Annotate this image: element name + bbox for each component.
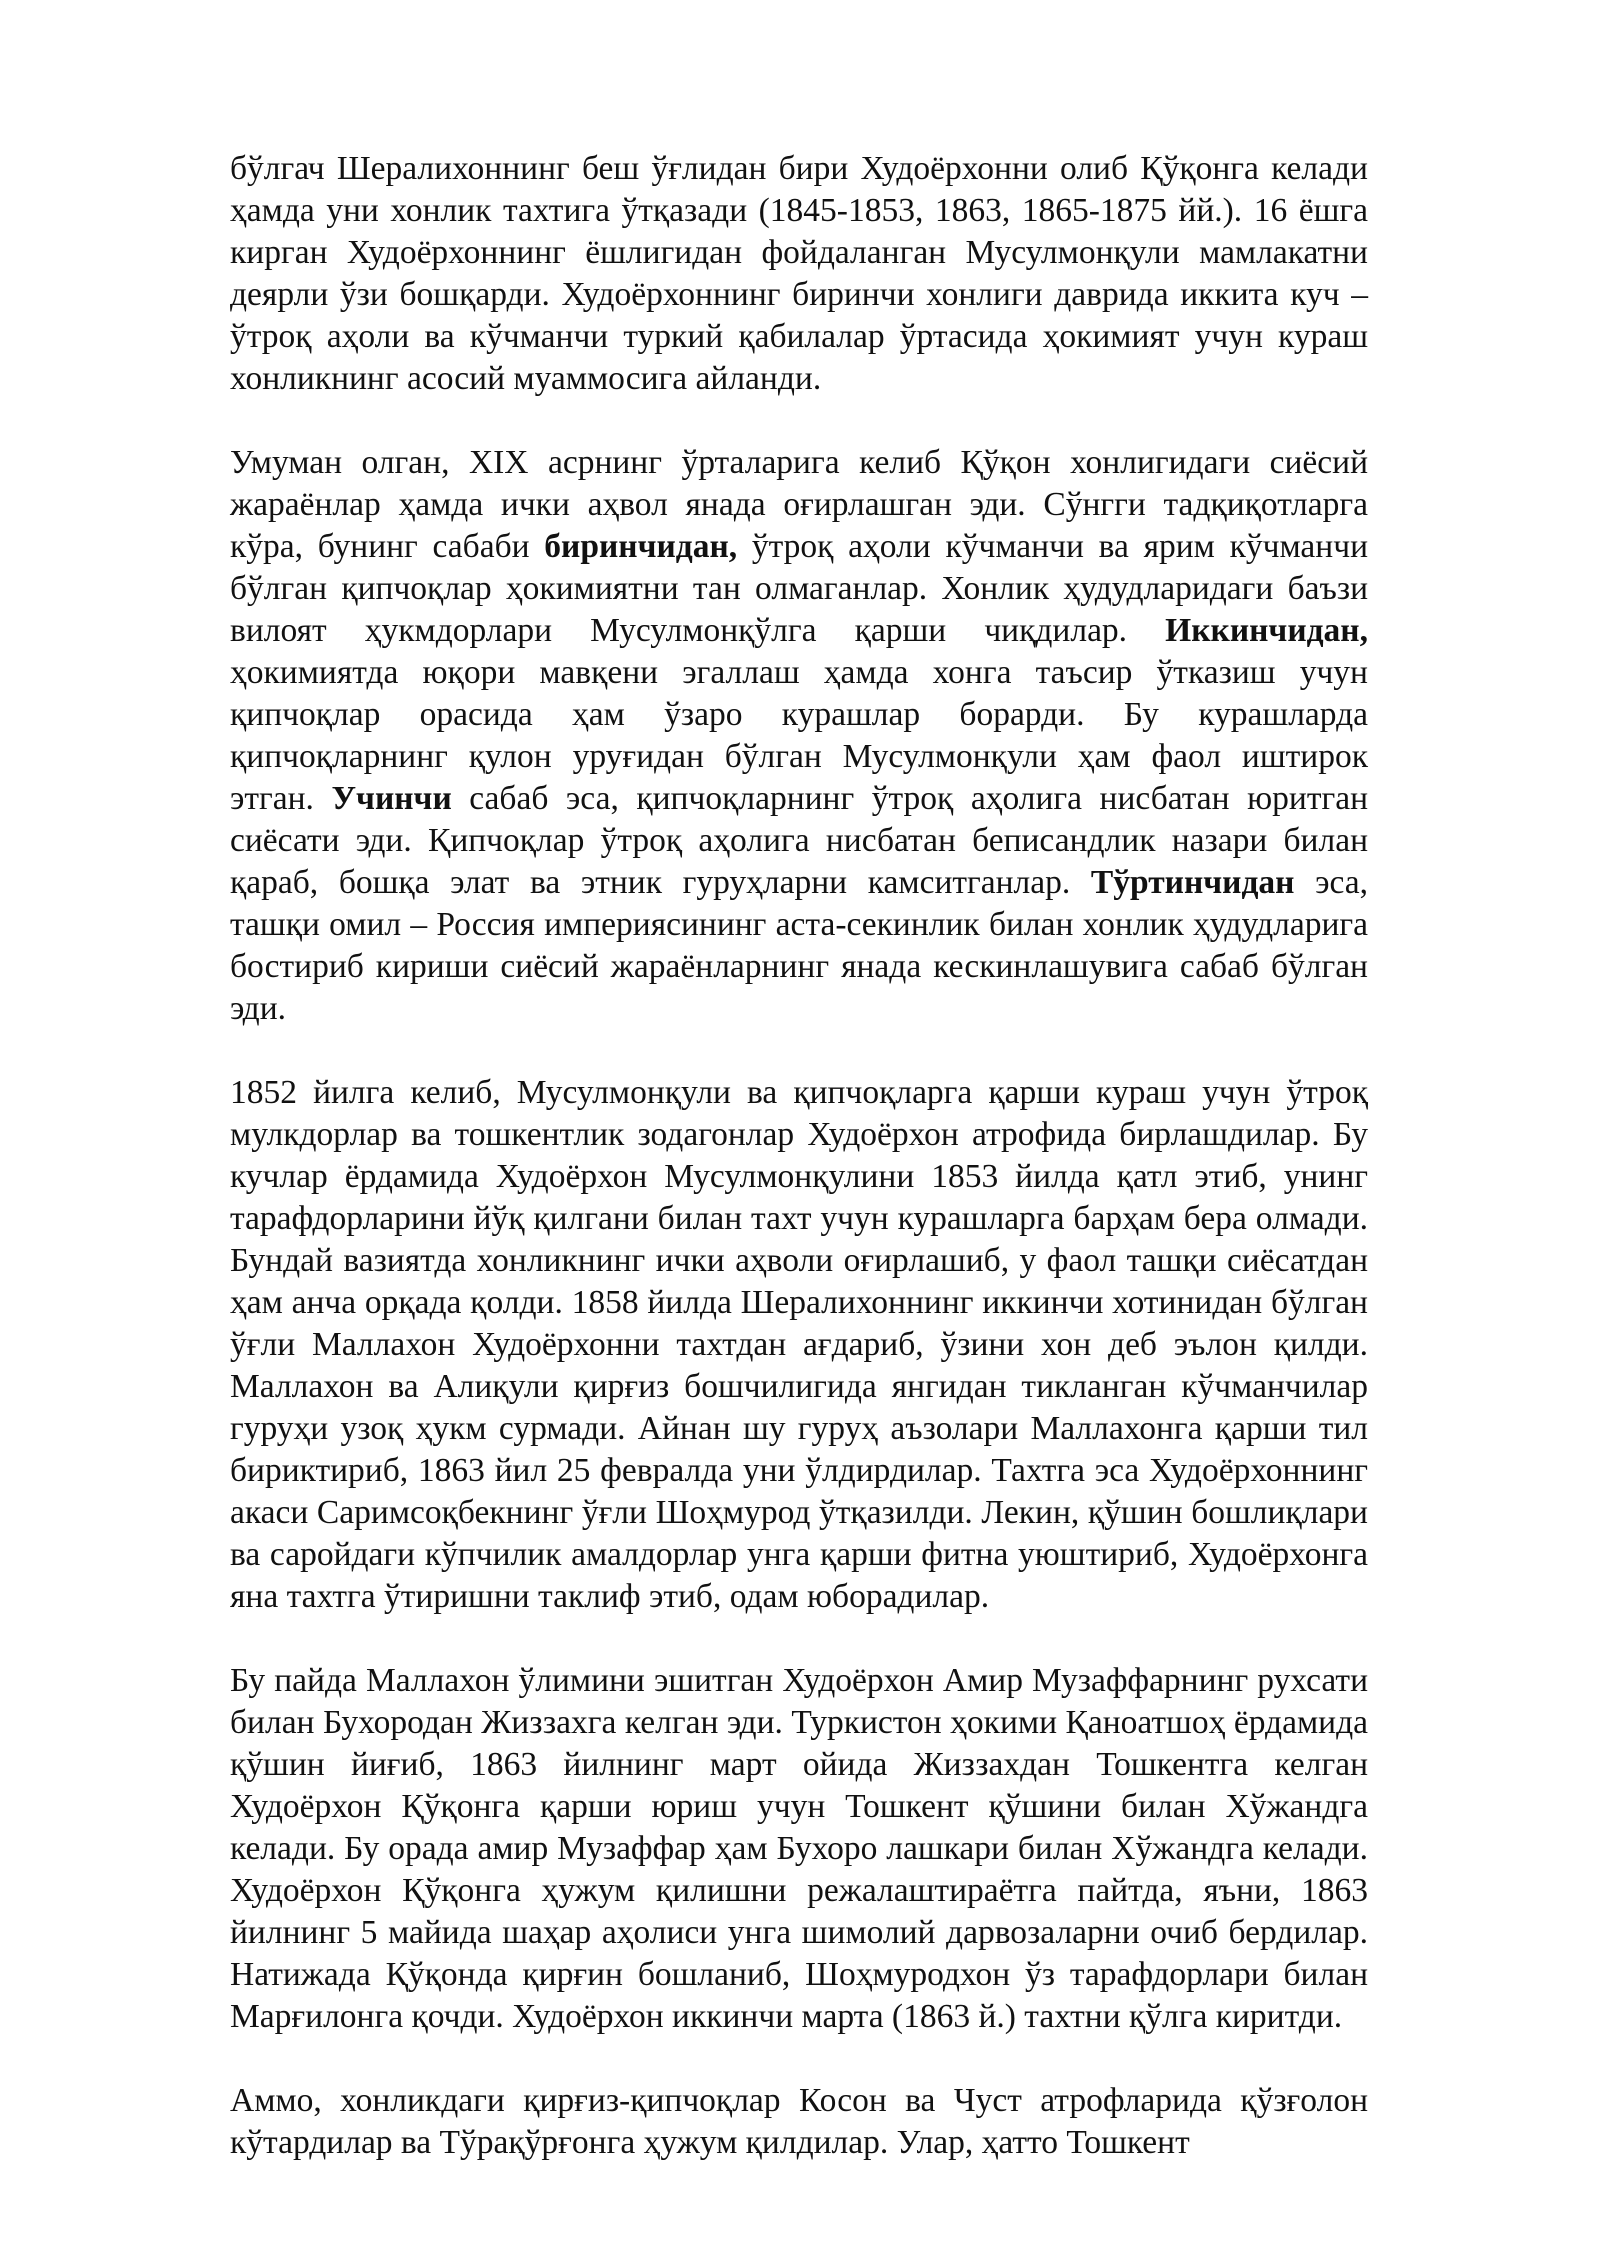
paragraph-3 (230, 1072, 1368, 1618)
paragraph-5 (230, 2080, 1368, 2164)
paragraph-2-text: ҳокимиятда юқори мавқени эгаллаш ҳамда хонга таъсир ўтказиш учун қипчоқлар орасида ҳам ўзаро курашлар борарди. Бу курашларда қипчоқларнинг қулон уруғидан бўлган Мусулмонқули ҳам фаол иштирок этган. (230, 654, 1368, 817)
paragraph-4-text: Бу пайда Маллахон ўлимини эшитган Худоёрхон Амир Музаффарнинг рухсати билан Бухородан Жиззахга келган эди. Туркистон ҳокими Қаноатшоҳ ёрдамида қўшин йиғиб, 1863 йилнинг март ойида Жиззахдан Тошкентга келган Худоёрхон Қўқонга қарши юриш учун Тошкент қўшини билан Хўжандга келади. Бу орада амир Музаффар ҳам Бухоро лашкари билан Хўжандга келади. Худоёрхон Қўқонга ҳужум қилишни режалаштираётга пайтда, яъни, 1863 йилнинг 5 майида шаҳар аҳолиси унга шимолий дарвозаларни очиб бердилар. Натижада Қўқонда қирғин бошланиб, Шоҳмуродхон ўз тарафдорлари билан Марғилонга қочди. Худоёрхон иккинчи марта (1863 й.) тахтни қўлга киритди. (230, 1662, 1368, 2035)
paragraph-2 (230, 442, 1368, 1030)
paragraph-1-text: бўлгач Шералихоннинг беш ўғлидан бири Худоёрхонни олиб Қўқонга келади ҳамда уни хонлик тахтига ўтқазади (1845-1853, 1863, 1865-1875 йй.). 16 ёшга кирган Худоёрхоннинг ёшлигидан фойдаланган Мусулмонқули мамлакатни деярли ўзи бошқарди. Худоёрхоннинг биринчи хонлиги даврида иккита куч – ўтроқ аҳоли ва кўчманчи туркий қабилалар ўртасида ҳокимият учун кураш хонликнинг асосий муаммосига айланди. (230, 150, 1368, 397)
paragraph-2-text: эса, ташқи омил – Россия империясининг аста-секинлик билан хонлик ҳудудларига бостириб кириши сиёсий жараёнларнинг янада кескинлашувига сабаб бўлган эди. (230, 864, 1368, 1027)
paragraph-3-text: 1852 йилга келиб, Мусулмонқули ва қипчоқларга қарши кураш учун ўтроқ мулкдорлар ва тошкентлик зодагонлар Худоёрхон атрофида бирлашдилар. Бу кучлар ёрдамида Худоёрхон Мусулмонқулини 1853 йилда қатл этиб, унинг тарафдорларини йўқ қилгани билан тахт учун курашларга барҳам бера олмади. Бундай вазиятда хонликнинг ички аҳволи оғирлашиб, у фаол ташқи сиёсатдан ҳам анча орқада қолди. 1858 йилда Шералихоннинг иккинчи хотинидан бўлган ўғли Маллахон Худоёрхонни тахтдан ағдариб, ўзини хон деб эълон қилди. Маллахон ва Алиқули қирғиз бошчилигида янгидан тикланган кўчманчилар гуруҳи узоқ ҳукм сурмади. Айнан шу гуруҳ аъзолари Маллахонга қарши тил бириктириб, 1863 йил 25 февралда уни ўлдирдилар. Тахтга эса Худоёрхоннинг акаси Саримсоқбекнинг ўғли Шоҳмурод ўтқазилди. Лекин, қўшин бошлиқлари ва саройдаги кўпчилик амалдорлар унга қарши фитна уюштириб, Худоёрхонга яна тахтга ўтиришни таклиф этиб, одам юборадилар. (230, 1074, 1368, 1615)
bold-term-first: биринчидан, (544, 528, 738, 565)
bold-term-second: Иккинчидан, (1165, 612, 1368, 649)
paragraph-2-text: ўтроқ аҳоли кўчманчи ва ярим кўчманчи бўлган қипчоқлар ҳокимиятни тан олмаганлар. Хонлик ҳудудларидаги баъзи вилоят ҳукмдорлари Мусулмонқўлга қарши чиқдилар. (230, 528, 1369, 649)
bold-term-third: Учинчи (331, 780, 452, 817)
bold-term-fourth: Тўртинчидан (1090, 864, 1295, 901)
paragraph-2-text: Умуман олган, XIX асрнинг ўрталарига келиб Қўқон хонлигидаги сиёсий жараёнлар ҳамда ички аҳвол янада оғирлашган эди. Сўнгги тадқиқотларга кўра, бунинг сабаби (230, 444, 1368, 565)
paragraph-5-text: Аммо, хонликдаги қирғиз-қипчоқлар Косон ва Чуст атрофларида қўзғолон кўтардилар ва Тўрақўрғонга ҳужум қилдилар. Улар, ҳатто Тошкент (230, 2082, 1368, 2161)
paragraph-4 (230, 1660, 1368, 2038)
paragraph-1 (230, 148, 1368, 400)
paragraph-2-text: сабаб эса, қипчоқларнинг ўтроқ аҳолига нисбатан юритган сиёсати эди. Қипчоқлар ўтроқ аҳолига нисбатан беписандлик назари билан қараб, бошқа элат ва этник гуруҳларни камситганлар. (230, 780, 1368, 901)
document-page (230, 148, 1368, 2164)
